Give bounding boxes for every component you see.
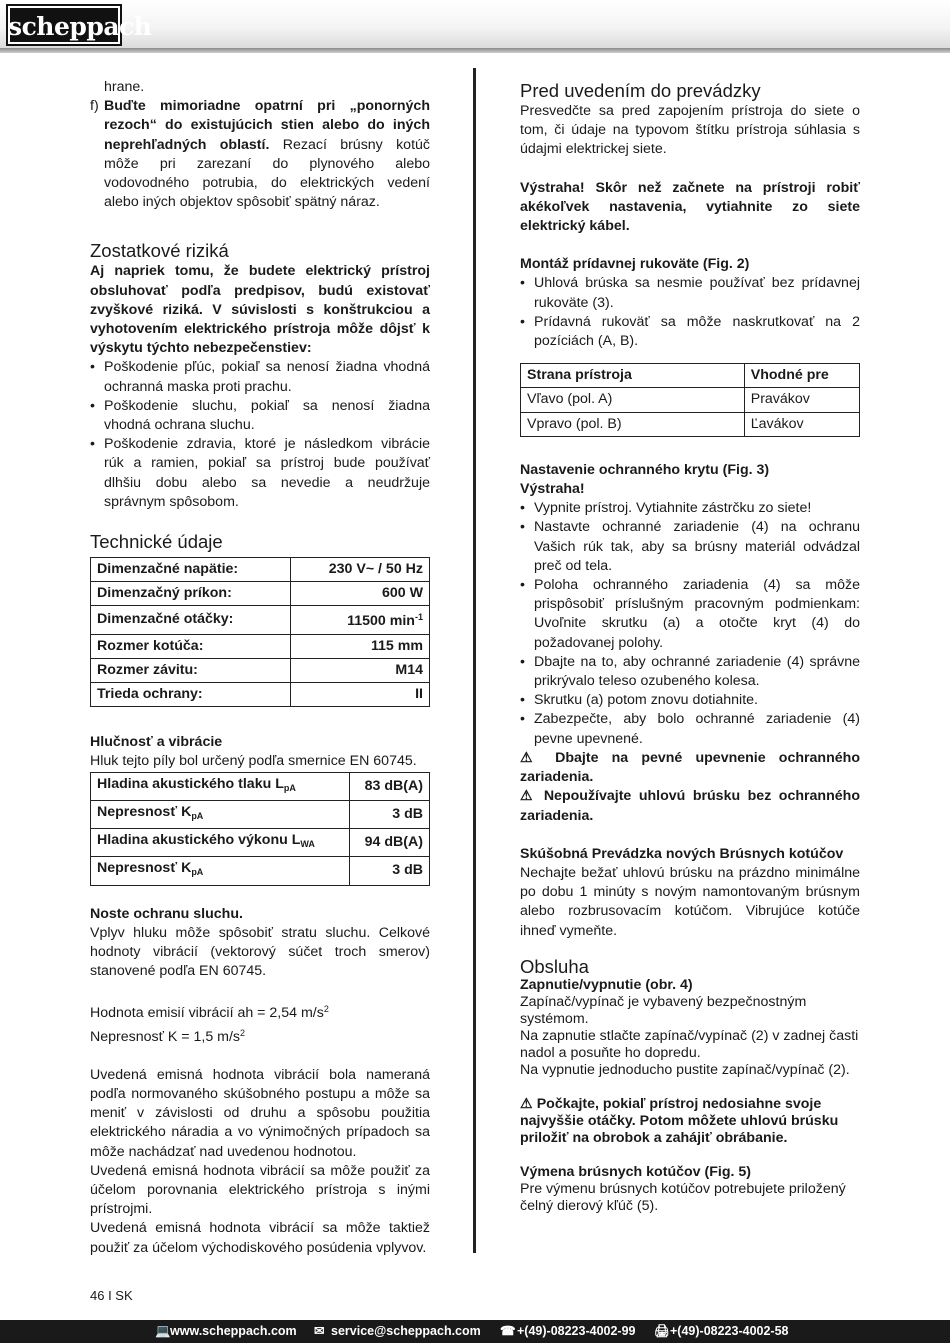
table-row: Vľavo (pol. A) Pravákov: [521, 388, 860, 412]
column-divider: [473, 68, 476, 1253]
vibration-emission: Hodnota emisií vibrácií ah = 2,54 $m/s^2$: [90, 1004, 329, 1022]
disc-change-heading: Výmena brúsnych kotúčov (Fig. 5): [520, 1163, 751, 1180]
table-row: Rozmer kotúča: 115 mm: [91, 634, 430, 658]
guard-item: • Zabezpečte, aby bolo ochranné zariadenie (4) pevne upevnené.: [520, 711, 860, 747]
test-run-text: Nechajte bežať uhlovú brúsku na prázdno minimálne po dobu 1 minúty s novým namontovaným brúsnym alebo rozbrusovacím kotúčom. Vibrujúce kotúče ihneď vymeňte.: [520, 864, 860, 939]
table-row: Trieda ochrany: II: [91, 683, 430, 707]
before-operation-text: Presvedčte sa pred zapojením prístroja do siete o tom, či údaje na typovom štítku prístroja súhlasia s údajmi elektrickej siete.: [520, 103, 860, 158]
switch-text: Na zapnutie stlačte zapínač/vypínač (2) v zadnej časti nadol a posuňte ho dopredu.: [520, 1027, 859, 1061]
phone-number: +(49)-08223-4002-99: [517, 1324, 636, 1338]
guard-item: • Poloha ochranného zariadenia (4) sa môže prispôsobiť príslušným pracovným podmienkam: Uvoľnite skrutku (a) a otočte kryt (4) do požadovanej polohy.: [520, 577, 860, 651]
table-row: Dimenzačný príkon: 600 W: [91, 582, 430, 606]
email-link[interactable]: service@scheppach.com: [331, 1324, 481, 1338]
noise-intro: Hluk tejto píly bol určený podľa smernice EN 60745.: [90, 753, 417, 770]
table-row: Hladina akustického tlaku $L_{pA}$ 83 dB(A): [91, 772, 430, 800]
switch-text: Zapínač/vypínač je vybavený bezpečnostným systémom.: [520, 993, 807, 1027]
safety-item-f: [90, 97, 430, 212]
envelope-icon: ✉: [314, 1324, 325, 1338]
guard-item: • Dbajte na to, aby ochranné zariadenie (4) správne prikrývalo teleso ozubeného kolesa.: [520, 653, 860, 690]
table-header-row: Strana prístroja Vhodné pre: [521, 364, 860, 388]
guard-warning-label: Výstraha!: [520, 481, 585, 498]
page-number: 46 I SK: [90, 1288, 133, 1303]
tech-data-table: [90, 557, 430, 707]
header-rule: [0, 48, 950, 53]
warning-icon: ⚠: [520, 788, 537, 805]
fax-number: +(49)-08223-4002-58: [670, 1324, 789, 1338]
guard-heading: Nastavenie ochranného krytu (Fig. 3): [520, 461, 770, 478]
scheppach-logo: scheppach: [6, 4, 122, 46]
fax-icon: 🖨: [654, 1324, 670, 1338]
switch-text: Na vypnutie jednoducho pustite zapínač/vypínač (2).: [520, 1061, 850, 1078]
continued-text: hrane.: [104, 79, 145, 95]
before-operation-heading: Pred uvedením do prevádzky: [520, 80, 761, 101]
tech-data-heading: Technické údaje: [90, 531, 223, 553]
noise-heading: Hlučnosť a vibrácie: [90, 734, 223, 751]
handle-item: • Uhlová brúska sa nesmie používať bez prídavnej rukoväte (3).: [520, 275, 860, 311]
hearing-heading: Noste ochranu sluchu.: [90, 905, 243, 922]
test-run-heading: Skúšobná Prevádzka nových Brúsnych kotúčov: [520, 845, 844, 862]
guard-item: • Vypnite prístroj. Vytiahnite zástrčku zo siete!: [520, 500, 812, 517]
table-row: Nepresnosť $K_{pA}$ 3 dB: [91, 857, 430, 885]
risk-item: • Poškodenie zdravia, ktoré je následkom vibrácie rúk a ramien, pokiaľ sa prístroj bude používať dlhšiu dobu alebo sa nevedie a neudržuje správnym spôsobom.: [90, 436, 430, 510]
right-column: [520, 78, 860, 1215]
handle-heading: Montáž prídavnej rukoväte (Fig. 2): [520, 256, 750, 273]
left-column: [90, 78, 430, 1258]
vibration-paragraph: Uvedená emisná hodnota vibrácií sa môže použiť za účelom porovnania elektrického prístroja s inými prístrojmi.: [90, 1162, 430, 1218]
speed-warning: ⚠ Počkajte, pokiaľ prístroj nedosiahne svoje najvyššie otáčky. Potom môžete uhlovú brúsku priložiť na obrobok a zahájiť obrábanie.: [520, 1095, 839, 1146]
residual-risks-heading: Zostatkové riziká: [90, 240, 229, 262]
vibration-paragraph: Uvedená emisná hodnota vibrácií bola nameraná podľa normovaného skúšobného postupu a môže sa meniť v závislosti od druhu a spôsobu použitia elektrického náradia a vo výnimočných prípadoch sa môže nachádzať nad uvedenou hodnotou.: [90, 1066, 430, 1160]
warning-icon: ⚠: [520, 1095, 533, 1112]
risk-item: • Poškodenie pľúc, pokiaľ sa nenosí žiadna vhodná ochranná maska proti prachu.: [90, 359, 430, 395]
safety-item-f-bold: Buďte mimoriadne opatrní pri „ponorných rezoch“ do existujúcich stien alebo do iných neprehľadných oblastí.: [104, 98, 430, 153]
hearing-text: Vplyv hluku môže spôsobiť stratu sluchu. Celkové hodnoty vibrácií (vektorový súčet troch smerov) stanovené podľa EN 60745.: [90, 924, 430, 980]
guard-item: • Nastavte ochranné zariadenie (4) na ochranu Vašich rúk tak, aby sa brúsny materiál odvádzal preč od tela.: [520, 519, 860, 574]
table-row: Nepresnosť $K_{pA}$ 3 dB: [91, 800, 430, 828]
table-row: Dimenzačné napätie: 230 V~ / 50 Hz: [91, 558, 430, 582]
noise-table: [90, 772, 430, 886]
table-row: Rozmer závitu: M14: [91, 658, 430, 682]
guard-warning-2: ⚠ Nepoužívajte uhlovú brúsku bez ochranného zariadenia.: [520, 788, 860, 824]
risk-item: • Poškodenie sluchu, pokiaľ sa nenosí žiadna vhodná ochrana sluchu.: [90, 397, 430, 434]
before-operation-warning: Výstraha! Skôr než začnete na prístroji robiť akékoľvek nastavenia, vytiahnite zo siete elektrický kábel.: [520, 179, 860, 235]
disc-change-text: Pre výmenu brúsnych kotúčov potrebujete priložený čelný dierový kľúč (5).: [520, 1180, 846, 1214]
handle-position-table: [520, 363, 860, 437]
handle-item: • Prídavná rukoväť sa môže naskrutkovať na 2 pozíciách (A, B).: [520, 313, 860, 350]
telephone-icon: ☎: [500, 1324, 516, 1338]
vibration-uncertainty: Nepresnosť K = 1,5 $m/s^2$: [90, 1027, 246, 1045]
guard-warning-1: ⚠ Dbajte na pevné upevnenie ochranného zariadenia.: [520, 749, 860, 786]
residual-risks-intro: Aj napriek tomu, že budete elektrický prístroj obsluhovať podľa predpisov, budú existovať zvyškové riziká. V súvislosti s konštrukciou a vyhotovením elektrického prístroja môže dôjsť k výskytu týchto nebezpečenstiev:: [90, 263, 430, 357]
safety-item-f-text: Rezací brúsny kotúč môže pri zarezaní do plynového alebo vodovodného potrubia, do elektrických vedení alebo iných objektov spôsobiť spätný náraz.: [104, 136, 430, 211]
table-row: Dimenzačné otáčky: 11500 $\min^{-1}$: [91, 606, 430, 634]
vibration-paragraph: Uvedená emisná hodnota vibrácií sa môže taktiež použiť za účelom východiskového posúdenia vplyvov.: [90, 1220, 430, 1256]
item-marker: f): [90, 98, 99, 115]
operation-heading: Obsluha: [520, 955, 589, 977]
warning-icon: ⚠: [520, 749, 542, 766]
table-row: Hladina akustického výkonu $L_{WA}$ 94 dB(A): [91, 829, 430, 857]
table-row: Vpravo (pol. B) Ľavákov: [521, 412, 860, 436]
guard-item: • Skrutku (a) potom znovu dotiahnite.: [520, 692, 758, 709]
computer-icon: 💻: [155, 1324, 171, 1338]
footer-contact-bar: [0, 1320, 950, 1343]
website-link[interactable]: www.scheppach.com: [170, 1324, 297, 1338]
switch-heading: Zapnutie/vypnutie (obr. 4): [520, 976, 693, 993]
